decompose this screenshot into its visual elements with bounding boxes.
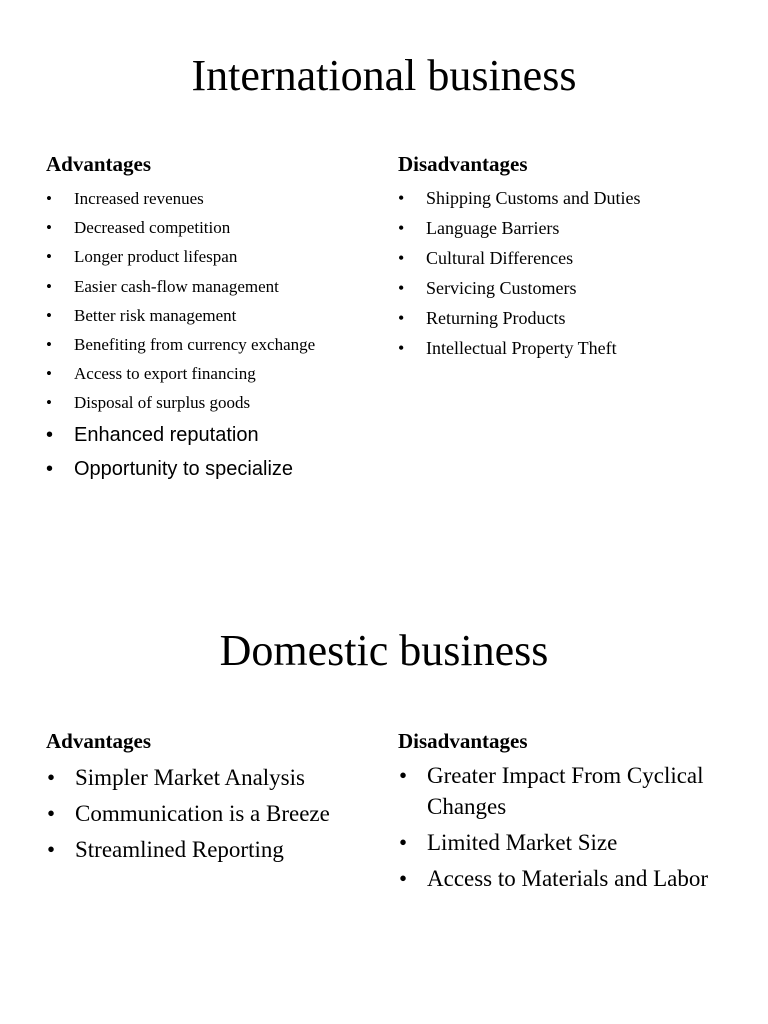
list-item: • Cultural Differences: [426, 243, 738, 273]
list-item: • Servicing Customers: [426, 273, 738, 303]
disadvantages-list: [398, 183, 738, 363]
list-item: • Streamlined Reporting: [75, 832, 386, 868]
list-item: • Access to export financing: [74, 359, 386, 388]
page-title: International business: [191, 51, 577, 100]
section-heading: Advantages: [46, 152, 152, 176]
section-heading: Advantages: [46, 729, 152, 753]
list-item: • Greater Impact From Cyclical Changes: [427, 760, 727, 822]
list-item: • Limited Market Size: [427, 827, 727, 858]
list-item: • Benefiting from currency exchange: [74, 330, 386, 359]
disadvantages-column: [398, 728, 738, 899]
section-heading: Disadvantages: [398, 729, 528, 753]
advantages-column: [46, 151, 386, 486]
list-item: • Longer product lifespan: [74, 242, 386, 271]
list-item: • Better risk management: [74, 301, 386, 330]
domestic-slide: [0, 512, 768, 1024]
list-item: • Increased revenues: [74, 184, 386, 213]
advantages-list: [46, 760, 386, 868]
list-item: • Language Barriers: [426, 213, 738, 243]
section-heading: Disadvantages: [398, 152, 528, 176]
list-item: • Access to Materials and Labor: [427, 863, 727, 894]
list-item: • Disposal of surplus goods: [74, 388, 386, 417]
list-item: • Opportunity to specialize: [74, 452, 386, 486]
list-item: • Enhanced reputation: [74, 418, 386, 452]
list-item: • Simpler Market Analysis: [75, 760, 386, 796]
list-item: • Communication is a Breeze: [75, 796, 386, 832]
advantages-list: [46, 184, 386, 486]
list-item: • Easier cash-flow management: [74, 272, 386, 301]
list-item: • Decreased competition: [74, 213, 386, 242]
list-item: • Shipping Customs and Duties: [426, 183, 738, 213]
disadvantages-column: [398, 151, 738, 363]
list-item: • Returning Products: [426, 303, 738, 333]
list-item: • Intellectual Property Theft: [426, 333, 738, 363]
advantages-column: [46, 728, 386, 868]
page-title: Domestic business: [219, 626, 549, 675]
disadvantages-list: [398, 760, 738, 894]
